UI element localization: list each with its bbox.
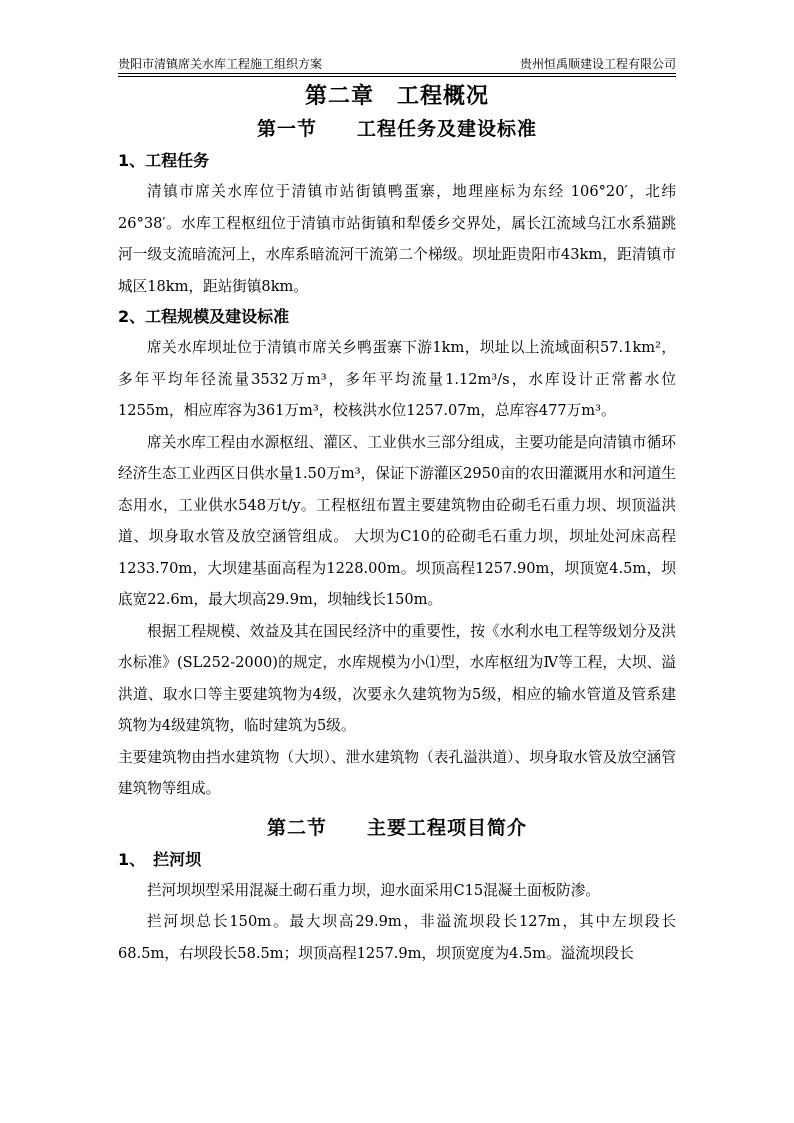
section-1-title: 第一节 工程任务及建设标准 [256,118,537,140]
section-1-paragraph-5: 主要建筑物由挡水建筑物（大坝）、泄水建筑物（表孔溢洪道）、坝身取水管及放空涵管建筑物等组成。 [118,748,676,797]
section-1-paragraph-2: 席关水库坝址位于清镇市席关乡鸭蛋寨下游1km，坝址以上流域面积57.1km²，多年平均年径流量3532万m³，多年平均流量1.12m³/s，水库设计正常蓄水位1255m，相应库容为361万m³，校核洪水位1257.07m，总库容477万m³。 [118,339,676,419]
section-2-paragraph-1: 拦河坝坝型采用混凝土砌石重力坝，迎水面采用C15混凝土面板防渗。 [147,881,600,899]
section-1-heading-1: 1、工程任务 [118,151,210,170]
section-2-title: 第二节 主要工程项目简介 [266,816,527,839]
page-header [118,56,676,74]
section-1-paragraph-1: 清镇市席关水库位于清镇市站街镇鸭蛋寨，地理座标为东经 106°20′，北纬26°38′。水库工程枢纽位于清镇市站街镇和犁倭乡交界处，属长江流域乌江水系猫跳河一级支流暗流河上，水库系暗流河干流第二个梯级。坝址距贵阳市43km，距清镇市城区18km，距站街镇8km。 [118,183,676,295]
header-project-title: 贵阳市清镇席关水库工程施工组织方案 [118,57,323,71]
section-1-paragraph-3: 席关水库工程由水源枢纽、灌区、工业供水三部分组成，主要功能是向清镇市循环经济生态工业西区日供水量1.50万m³，保证下游灌区2950亩的农田灌溉用水和河道生态用水，工业供水548万t/y。工程枢纽布置主要建筑物由砼砌毛石重力坝、坝顶溢洪道、坝身取水管及放空涵管组成。 大坝为C10的砼砌毛石重力坝，坝址处河床高程1233.70m，大坝建基面高程为1228.00m。坝顶高程1257.90m，坝顶宽4.5m，坝底宽22.6m，最大坝高29.9m，坝轴线长150m。 [118,433,676,608]
header-company-name: 贵州恒禹顺建设工程有限公司 [519,57,676,71]
section-2-paragraph-2: 拦河坝总长150m。最大坝高29.9m，非溢流坝段长127m，其中左坝段长68.5m，右坝段长58.5m；坝顶高程1257.9m，坝顶宽度为4.5m。溢流坝段长 [118,913,676,962]
section-1-paragraph-4: 根据工程规模、效益及其在国民经济中的重要性，按《水利水电工程等级划分及洪水标准》(SL252-2000)的规定，水库规模为小⑴型，水库枢纽为Ⅳ等工程，大坝、溢洪道、取水口等主要建筑物为4级，次要永久建筑物为5级，相应的输水管道及管系建筑物为4级建筑物，临时建筑为5级。 [118,622,676,734]
chapter-title: 第二章 工程概况 [304,83,489,109]
section-1-heading-2: 2、工程规模及建设标准 [118,307,290,326]
section-2-heading-1: 1、 拦河坝 [118,849,202,869]
document-body [118,80,676,969]
